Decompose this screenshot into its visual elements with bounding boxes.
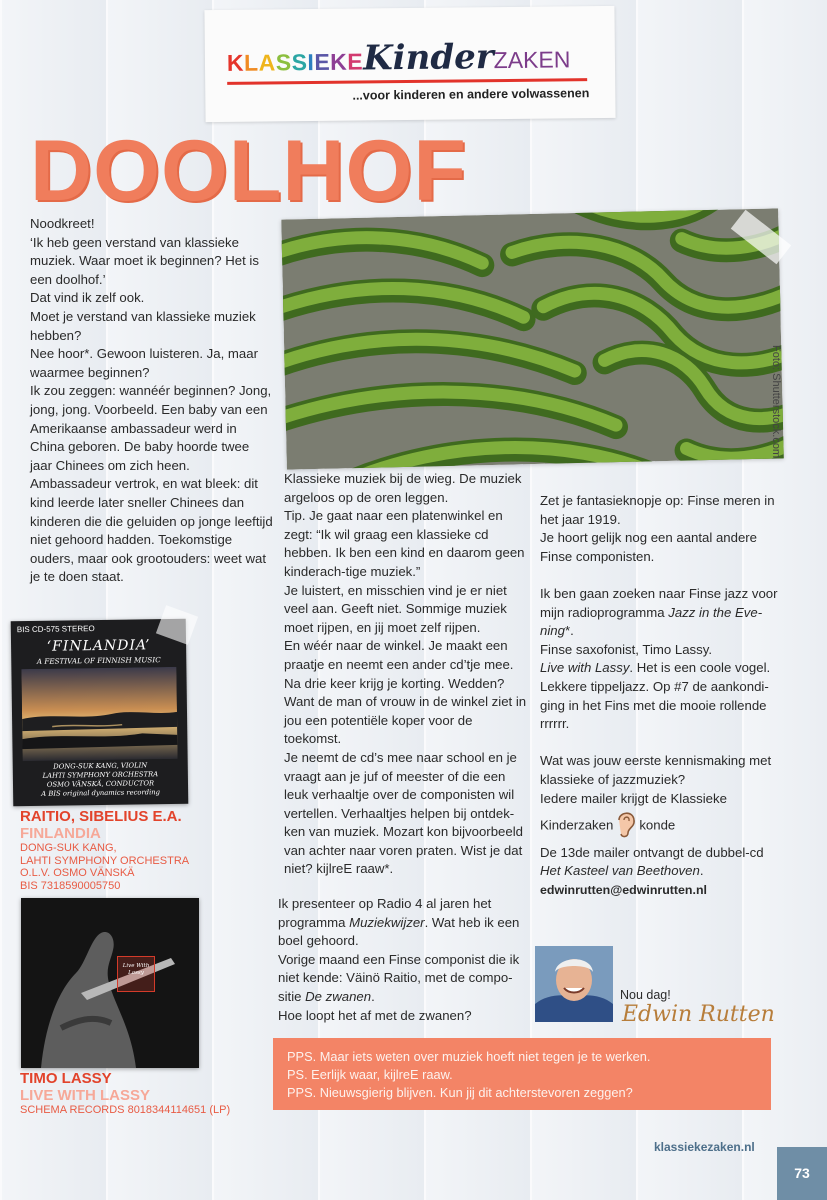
album-cover-text: Live With Lassy xyxy=(122,963,150,976)
email-link[interactable]: edwinrutten@edwinrutten.nl xyxy=(540,882,707,897)
paragraph: De 13de mailer ontvangt de dubbel-cd xyxy=(540,844,764,860)
greeting: Nou dag! xyxy=(620,988,671,1002)
paragraph: ‘Ik heb geen verstand van klassieke muziek. Waar moet ik beginnen? Het is een doolhof.’ xyxy=(30,234,259,287)
paragraph xyxy=(540,585,780,641)
caption-subtitle: LIVE WITH LASSY xyxy=(20,1087,151,1104)
text: Vorige maand een Finse componist die ik niet kende: Väinö Raitio, met de compo-sitie xyxy=(278,951,520,1004)
cd-label: BIS CD-575 STEREO xyxy=(16,624,95,635)
caption-line: SCHEMA RECORDS 8018344114651 (LP) xyxy=(20,1104,231,1116)
cd2-caption xyxy=(20,1070,240,1117)
cd-cover-finlandia xyxy=(11,619,189,806)
text: Ik presenteer op Radio 4 al jaren het programma xyxy=(278,896,492,930)
paragraph: Wat was jouw eerste kennismaking met klassieke of jazzmuziek? xyxy=(540,753,772,787)
paragraph: Finse saxofonist, Timo Lassy. xyxy=(540,641,712,657)
cd1-caption xyxy=(20,808,210,892)
credit-line: DONG-SUK KANG, VIOLIN xyxy=(53,761,148,771)
column-2-bottom xyxy=(278,895,530,1025)
album-title-box xyxy=(117,956,155,992)
brand-kinder: Kinder xyxy=(362,37,494,79)
credit-line: LAHTI SYMPHONY ORCHESTRA xyxy=(42,770,159,780)
photo-credit: Foto: Shutterstock.com xyxy=(770,345,782,459)
ps-line: PPS. Nieuwsgierig blijven. Kun jij dit achterstevoren zeggen? xyxy=(287,1085,633,1100)
caption-line: DONG-SUK KANG, xyxy=(20,842,117,854)
paragraph: En wéér naar de winkel. Je maakt een praatje en neemt een ander cd’tje mee. Na drie keer krijg je korting. Wedden? Want de man of vrouw in de winkel ziet in jou een potentiële koper voor de toekomst. xyxy=(284,638,527,747)
brand-klassieke: KLASSIEKE xyxy=(226,48,364,76)
paragraph: Je hoort gelijk nog een aantal andere Finse componisten. xyxy=(540,530,758,564)
ps-box xyxy=(273,1038,771,1110)
website-link[interactable]: klassiekezaken.nl xyxy=(654,1140,755,1154)
paragraph: Je neemt de cd’s mee naar school en je vraagt aan je juf of meester of die een leuk verhaaltje over de componisten wil vertellen. Verhaaltjes helpen bij ontdek-ken van muziek. Mozart kon bijvoorbeeld van achter naar voren praten. Wist je dat niet? kijlreE raaw*. xyxy=(284,749,523,877)
text: konde xyxy=(639,817,676,833)
paragraph: Ik zou zeggen: wannéér beginnen? Jong, jong, jong. Voorbeeld. Een baby van een Amerikaanse ambassadeur werd in China geboren. De baby hoorde twee jaar Chinees om zich heen. Ambassadeur vertrok, en wat bleek: dit kind leerde later sneller Chinees dan kinderen die die geluiden op jonge leeftijd niet gehoord hadden. Toekomstige ouders, maar ook grootouders: weet wat je te doen staat. xyxy=(30,383,273,585)
cd-cover-subtitle: A FESTIVAL OF FINNISH MUSIC xyxy=(36,655,161,666)
ps-line: PS. Eerlijk waar, kijlreE raaw. xyxy=(287,1067,453,1082)
cd-cover-live-with-lassy xyxy=(21,898,199,1068)
paragraph: Noodkreet! xyxy=(30,216,95,231)
cd-cover-title: ‘FINLANDIA’ xyxy=(46,637,151,655)
text: Iedere mailer krijgt de Klassieke Kinderzaken xyxy=(540,790,727,833)
signature: Edwin Rutten xyxy=(622,1002,775,1027)
author-photo xyxy=(535,946,613,1022)
signoff xyxy=(620,988,775,1027)
text: . Wat heb ik een boel gehoord. xyxy=(278,914,520,949)
paragraph: Hoe loopt het af met de zwanen? xyxy=(278,1007,472,1023)
header-banner xyxy=(204,6,615,122)
program-name: Muziekwijzer xyxy=(349,914,425,930)
caption-line: LAHTI SYMPHONY ORCHESTRA xyxy=(20,854,190,867)
caption-subtitle: FINLANDIA xyxy=(20,825,101,842)
paragraph xyxy=(540,659,780,733)
paragraph: Dat vind ik zelf ook. xyxy=(30,290,145,306)
paragraph: Zet je fantasieknopje op: Finse meren in het jaar 1919. xyxy=(540,493,775,527)
caption-title: TIMO LASSY xyxy=(20,1070,112,1087)
ps-line: PPS. Maar iets weten over muziek hoeft niet tegen je te werken. xyxy=(287,1049,651,1064)
credit-line: OSMO VÄNSKÄ, CONDUCTOR xyxy=(46,779,155,789)
maze-photo xyxy=(281,208,784,469)
cd-cover-credits xyxy=(13,761,188,799)
paragraph: Klassieke muziek bij de wieg. De muziek argeloos op de oren leggen. xyxy=(284,471,522,505)
column-3 xyxy=(540,492,780,899)
composition-name: De zwanen xyxy=(305,988,372,1004)
caption-line: BIS 7318590005750 xyxy=(20,879,121,892)
paragraph: Moet je verstand van klassieke muziek hebben? xyxy=(30,308,256,343)
text: *. xyxy=(564,623,574,639)
paragraph: Nee hoor*. Gewoon luisteren. Ja, maar waarmee beginnen? xyxy=(30,346,258,380)
cd-title: Het Kasteel van Beethoven xyxy=(540,863,700,879)
caption-line: O.L.V. OSMO VÄNSKÄ xyxy=(20,867,135,880)
credit-line: A BIS original dynamics recording xyxy=(41,788,161,798)
page-title: DOOLHOF xyxy=(30,123,467,219)
album-name: Live with Lassy xyxy=(540,660,630,676)
lake-landscape-image xyxy=(21,667,177,761)
program-name: Jazz in the Eve-ning xyxy=(540,604,763,639)
paragraph: Je luistert, en misschien vind je er niet veel aan. Geeft niet. Sommige muziek moet rijpen, en jij moet zelf rijpen. xyxy=(284,582,507,635)
paragraph xyxy=(540,790,780,844)
caption-title: RAITIO, SIBELIUS E.A. xyxy=(20,808,182,825)
brand-logo xyxy=(227,36,571,80)
column-1 xyxy=(30,215,274,587)
text: . xyxy=(699,863,704,879)
paragraph xyxy=(540,862,780,881)
tagline: ...voor kinderen en andere volwassenen xyxy=(352,86,590,103)
brand-zaken: ZAKEN xyxy=(493,46,571,74)
paragraph xyxy=(278,951,530,1007)
text: Ik ben gaan zoeken naar Finse jazz voor mijn radioprogramma xyxy=(540,585,778,620)
paragraph xyxy=(278,895,530,951)
text: . Het is een coole vogel. Lekkere tippeljazz. Op #7 de aankondi-ging in het Fins met die mooie rollende rrrrrr. xyxy=(540,660,771,732)
page-number: 73 xyxy=(777,1147,827,1200)
paragraph: Tip. Je gaat naar een platenwinkel en zegt: “Ik wil graag een klassieke cd hebben. Ik ben een kind en daarom geen kinderach-tige muziek.” xyxy=(284,508,525,579)
ear-icon xyxy=(613,808,639,844)
text: . xyxy=(371,988,375,1004)
column-2 xyxy=(284,470,530,879)
